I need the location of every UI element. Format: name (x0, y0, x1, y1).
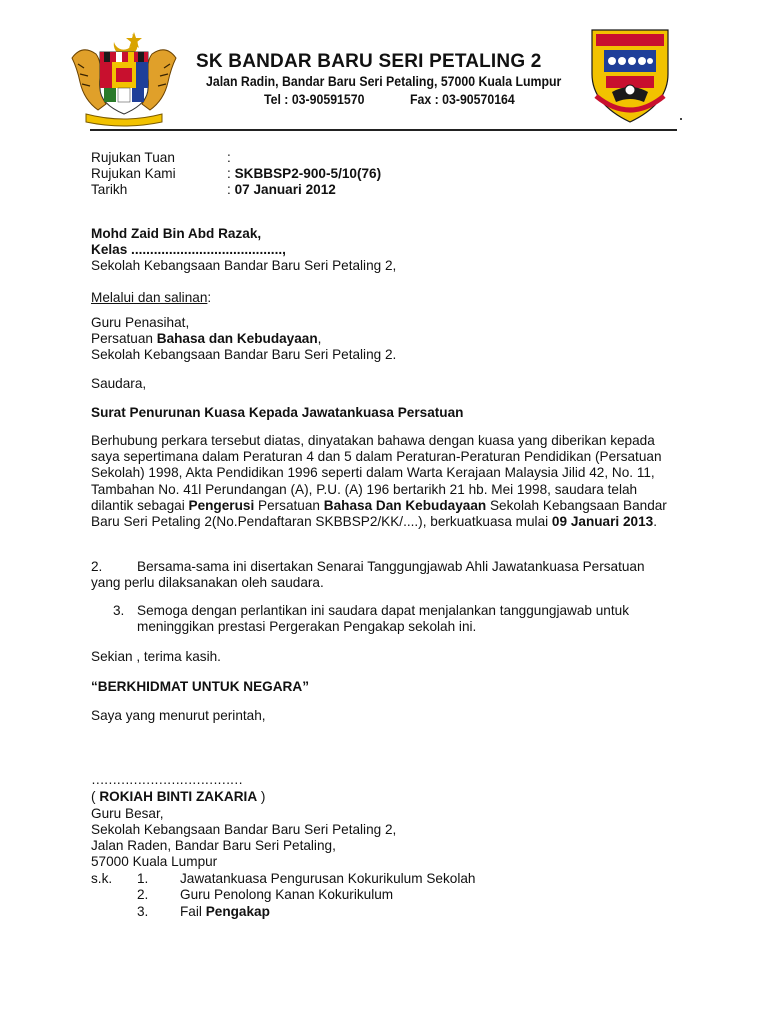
school-contact (264, 92, 515, 107)
signature-line: ……………………………… (91, 772, 243, 787)
paren-close: ) (257, 789, 266, 804)
cc-item-2-number: 2. (137, 887, 149, 902)
rujukan-kami-text: SKBBSP2-900-5/10(76) (234, 166, 382, 181)
school-crest-icon (586, 26, 674, 126)
via-prefix: Persatuan (91, 331, 157, 346)
signatory-name (91, 789, 265, 805)
recipient-school: Sekolah Kebangsaan Bandar Baru Seri Petaling 2, (91, 258, 397, 273)
p1-society: Bahasa Dan Kebudayaan (323, 497, 487, 513)
p1-text-c: Persatuan (254, 497, 324, 513)
cc-item-2-text: Guru Penolong Kanan Kokurikulum (180, 887, 394, 902)
recipient-name: Mohd Zaid Bin Abd Razak, (91, 226, 262, 241)
via-line-3: Sekolah Kebangsaan Bandar Baru Seri Petaling 2. (91, 347, 397, 362)
p2-line-2: yang perlu dilaksanakan oleh saudara. (91, 575, 324, 590)
recipient-class: Kelas ........................................, (91, 242, 286, 257)
cc-item-3 (180, 904, 270, 920)
tarikh-text: 07 Januari 2012 (234, 182, 336, 197)
via-line-2 (91, 331, 321, 347)
via-suffix: , (317, 331, 322, 346)
signatory-address-1: Jalan Raden, Bandar Baru Seri Petaling, (91, 838, 336, 853)
cc-item-3-text: Fail (180, 904, 206, 919)
p3-line-1: Semoga dengan perlantikan ini saudara dapat menjalankan tanggungjawab untuk (137, 603, 630, 618)
paren-open: ( (91, 789, 100, 804)
obedient: Saya yang menurut perintah, (91, 708, 266, 723)
tarikh-value (227, 182, 336, 198)
rujukan-tuan-value (227, 150, 231, 166)
via-line-1: Guru Penasihat, (91, 315, 190, 330)
p3-line-2: meninggikan prestasi Pergerakan Pengakap sekolah ini. (137, 619, 477, 634)
p1-text-g: . (653, 514, 657, 530)
subject: Surat Penurunan Kuasa Kepada Jawatankuasa Persatuan (91, 405, 464, 420)
cc-item-1 (180, 871, 475, 887)
rujukan-kami-value (227, 166, 381, 182)
p1-text-e: Sekolah Kebangsaan Bandar Baru Seri Petaling 2(No.Pendaftaran SKBBSP2/KK/....), berkuatkuasa mulai (91, 497, 667, 530)
p1-position: Pengerusi (188, 497, 255, 513)
p1-text-a: Berhubung perkara tersebut diatas, dinyatakan bahawa dengan kuasa yang diberikan kepada saya sepertimana dalam Peraturan 4 dan 5 dalam Peraturan-Peraturan Pendidikan (Persatuan Sekolah) 1998, Akta Pendidikan 1996 seperti dalam Warta Kerajaan Malaysia Jilid 42, No. 11, Tambahan No. 41l Perundangan (A), P.U. (A) 196 bertarikh 21 hb. Mei 1998, saudara telah dilantik sebagai (91, 433, 662, 513)
closing: Sekian , terima kasih. (91, 649, 221, 664)
colon: : (227, 150, 231, 165)
via-society: Bahasa dan Kebudayaan (156, 331, 318, 346)
p1-date: 09 Januari 2013 (551, 514, 654, 530)
paragraph-1 (91, 433, 683, 530)
p2-line-1: Bersama-sama ini disertakan Senarai Tanggungjawab Ahli Jawatankuasa Persatuan (137, 559, 645, 574)
cc-item-2 (180, 887, 393, 903)
p3-number: 3. (113, 603, 125, 618)
cc-item-1-number: 1. (137, 871, 149, 886)
signatory-school: Sekolah Kebangsaan Bandar Baru Seri Petaling 2, (91, 822, 397, 837)
colon: : (227, 166, 231, 181)
telephone: Tel : 03-90591570 (264, 92, 365, 107)
coat-of-arms-icon (64, 28, 184, 128)
cc-item-3-number: 3. (137, 904, 149, 919)
colon: : (207, 290, 212, 305)
school-address: Jalan Radin, Bandar Baru Seri Petaling, 57000 Kuala Lumpur (206, 74, 562, 89)
letterhead-divider (90, 129, 677, 131)
rujukan-kami-label: Rujukan Kami (91, 166, 176, 181)
school-name: SK BANDAR BARU SERI PETALING 2 (196, 51, 542, 72)
salutation: Saudara, (91, 376, 147, 391)
p2-number: 2. (91, 559, 103, 574)
signatory-name-text: ROKIAH BINTI ZAKARIA (99, 789, 258, 804)
signatory-address-2: 57000 Kuala Lumpur (91, 854, 218, 869)
fax: Fax : 03-90570164 (409, 92, 515, 107)
colon: : (227, 182, 231, 197)
motto: “BERKHIDMAT UNTUK NEGARA” (91, 679, 309, 694)
via-label-text: Melalui dan salinan (91, 290, 208, 305)
tarikh-label: Tarikh (91, 182, 128, 197)
cc-label: s.k. (91, 871, 113, 886)
signatory-title: Guru Besar, (91, 806, 164, 821)
rujukan-tuan-label: Rujukan Tuan (91, 150, 175, 165)
cc-item-1-text: Jawatankuasa Pengurusan Kokurikulum Sekolah (180, 871, 476, 886)
cc-item-3-bold: Pengakap (205, 904, 270, 919)
via-label (91, 290, 211, 306)
